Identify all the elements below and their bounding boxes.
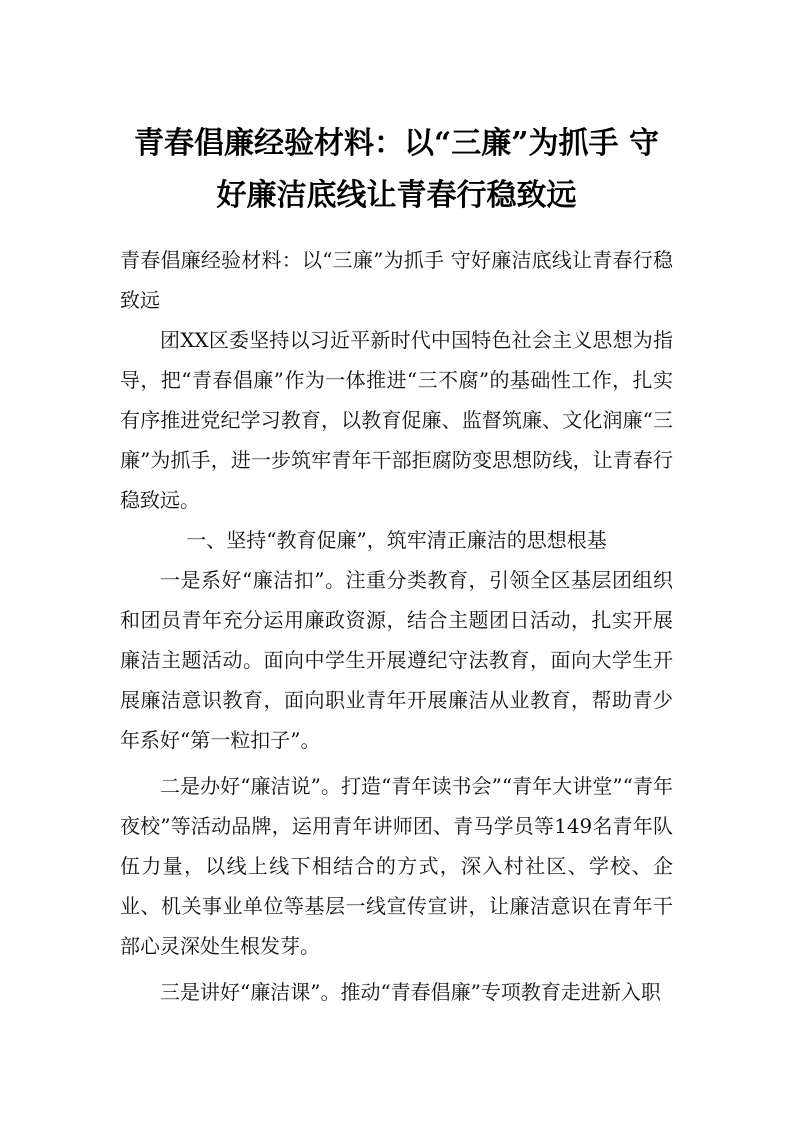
body-paragraph: 一是系好“廉洁扣”。注重分类教育，引领全区基层团组织和团员青年充分运用廉政资源，结合主题团日活动，扎实开展廉洁主题活动。面向中学生开展遵纪守法教育，面向大学生开展廉洁意识教育，面向职业青年开展廉洁从业教育，帮助青少年系好“第一粒扣子”。: [120, 568, 673, 752]
subtitle-paragraph: 青春倡廉经验材料：以“三廉”为抓手 守好廉洁底线让青春行稳致远: [120, 248, 673, 312]
document-body: [120, 240, 673, 1012]
intro-paragraph: 团XX区委坚持以习近平新时代中国特色社会主义思想为指导，把“青春倡廉”作为一体推进“三不腐”的基础性工作，扎实有序推进党纪学习教育，以教育促廉、监督筑廉、文化润廉“三廉”为抓手，进一步筑牢青年干部拒腐防变思想防线，让青春行稳致远。: [120, 328, 673, 512]
body-paragraph: 二是办好“廉洁说”。打造“青年读书会”“青年大讲堂”“青年夜校”等活动品牌，运用青年讲师团、青马学员等149名青年队伍力量，以线上线下相结合的方式，深入村社区、学校、企业、机关事业单位等基层一线宣传宣讲，让廉洁意识在青年干部心灵深处生根发芽。: [120, 774, 673, 958]
body-paragraph: 三是讲好“廉洁课”。推动“青春倡廉”专项教育走进新入职: [160, 980, 661, 1004]
section-heading: 一、坚持“教育促廉”，筑牢清正廉洁的思想根基: [186, 528, 607, 552]
document-title: 青春倡廉经验材料：以“三廉”为抓手 守好廉洁底线让青春行稳致远: [134, 126, 659, 213]
